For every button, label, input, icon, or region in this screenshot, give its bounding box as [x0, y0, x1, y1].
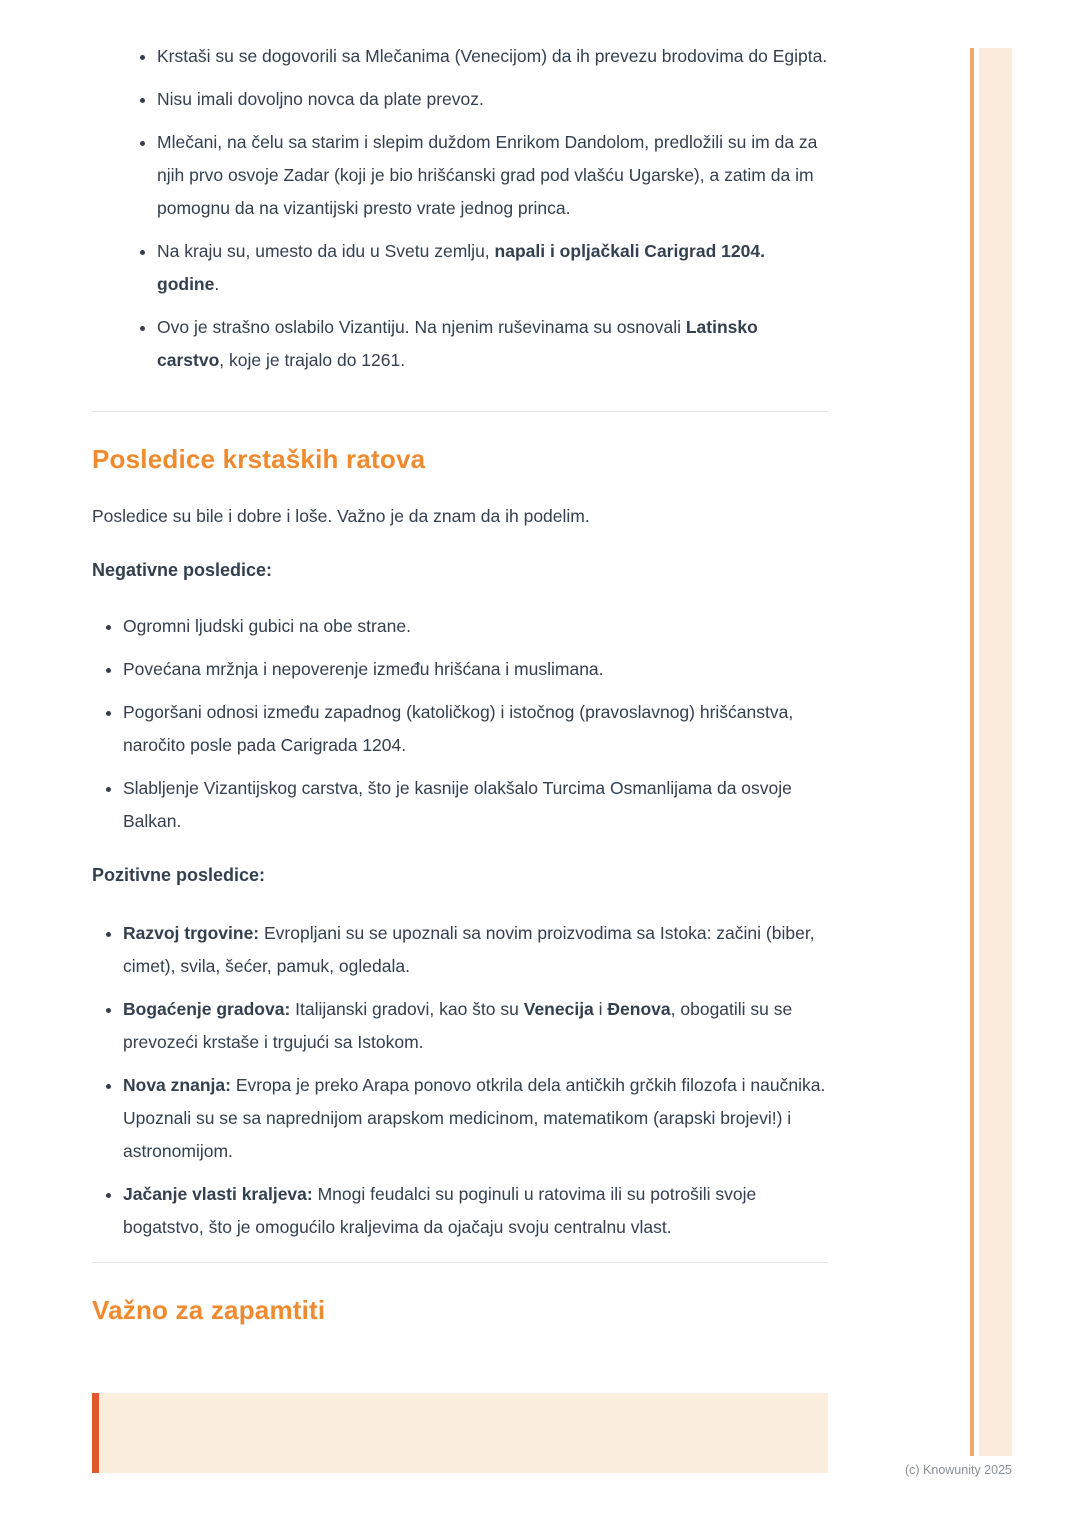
negative-consequences-label: Negativne posledice:: [92, 560, 273, 580]
document-content: [92, 40, 828, 1473]
consequences-intro-paragraph: Posledice su bile i dobre i loše. Važno je da znam da ih podelim.: [92, 506, 590, 526]
list-item: • Nisu imali dovoljno novca da plate prevoz.: [157, 83, 828, 116]
positive-consequences-list: [92, 917, 828, 1244]
side-accent-column: [979, 48, 1012, 1456]
list-item: • Ogromni ljudski gubici na obe strane.: [123, 610, 828, 643]
list-item: • Mlečani, na čelu sa starim i slepim duždom Enrikom Dandolom, predložili su im da za njih prvo osvoje Zadar (koji je bio hrišćanski grad pod vlašću Ugarske), a zatim da im pomognu da na vizantijski presto vrate jednog princa.: [157, 126, 828, 225]
section-divider: [92, 411, 828, 412]
section-divider: [92, 1262, 828, 1263]
list-item: • Pogoršani odnosi između zapadnog (katoličkog) i istočnog (pravoslavnog) hrišćanstva, naročito posle pada Carigrada 1204.: [123, 696, 828, 762]
list-item: • Povećana mržnja i nepoverenje između hrišćana i muslimana.: [123, 653, 828, 686]
callout-block: [92, 1393, 828, 1473]
list-item: • Bogaćenje gradova: Italijanski gradovi, kao što su Venecija i Đenova, obogatili su se prevozeći krstaše i trgujući sa Istokom.: [123, 993, 828, 1059]
negative-consequences-list: [92, 610, 828, 838]
section-title-consequences: Posledice krstaških ratova: [92, 444, 426, 474]
list-item: • Razvoj trgovine: Evropljani su se upoznali sa novim proizvodima sa Istoka: začini (biber, cimet), svila, šećer, pamuk, ogledala.: [123, 917, 828, 983]
section-title-important: Važno za zapamtiti: [92, 1295, 326, 1325]
list-item: • Slabljenje Vizantijskog carstva, što je kasnije olakšalo Turcima Osmanlijama da osvoje Balkan.: [123, 772, 828, 838]
side-accent-line: [970, 48, 974, 1456]
list-item: • Nova znanja: Evropa je preko Arapa ponovo otkrila dela antičkih grčkih filozofa i naučnika. Upoznali su se sa naprednijom arapskom medicinom, matematikom (arapski brojevi!) i astronomijom.: [123, 1069, 828, 1168]
crusade-events-list: [92, 40, 828, 377]
positive-consequences-label: Pozitivne posledice:: [92, 865, 266, 885]
footer-credit: (c) Knowunity 2025: [904, 1463, 1012, 1477]
list-item: • Na kraju su, umesto da idu u Svetu zemlju, napali i opljačkali Carigrad 1204. godine.: [157, 235, 828, 301]
list-item: • Jačanje vlasti kraljeva: Mnogi feudalci su poginuli u ratovima ili su potrošili svoje bogatstvo, što je omogućilo kraljevima da ojačaju svoju centralnu vlast.: [123, 1178, 828, 1244]
list-item: • Krstaši su se dogovorili sa Mlečanima (Venecijom) da ih prevezu brodovima do Egipta.: [157, 40, 828, 73]
list-item: • Ovo je strašno oslabilo Vizantiju. Na njenim ruševinama su osnovali Latinsko carstvo, koje je trajalo do 1261.: [157, 311, 828, 377]
